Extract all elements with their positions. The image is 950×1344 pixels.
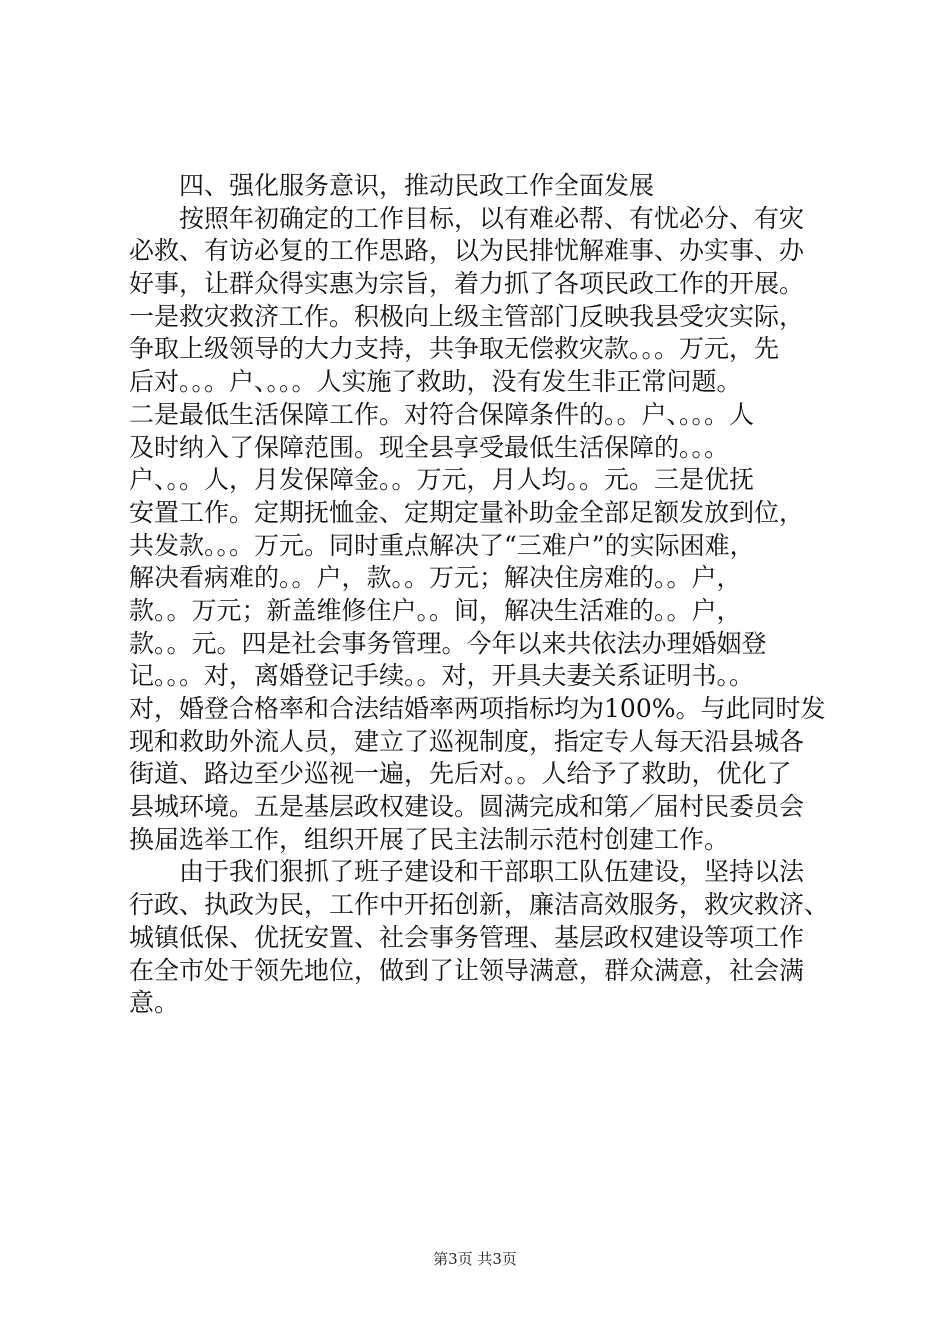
text-line: 好事，让群众得实惠为宗旨，着力抓了各项民政工作的开展。	[129, 269, 805, 299]
text-line: 意。	[129, 988, 180, 1018]
text-line: 现和救助外流人员，建立了巡视制度，指定专人每天沿县城各	[129, 726, 805, 756]
page-number-footer: 第3页 共3页	[433, 1250, 517, 1268]
text-line: 安置工作。定期抚恤金、定期定量补助金全部足额发放到位，	[129, 497, 805, 527]
text-line: 记。。。对，离婚登记手续。。对，开具夫妻关系证明书。。	[129, 661, 755, 691]
text-line: 争取上级领导的大力支持，共争取无偿救灾款。。。万元，先	[129, 334, 780, 364]
text-line: 按照年初确定的工作目标，以有难必帮、有忧必分、有灾	[129, 203, 805, 233]
text-line: 行政、执政为民，工作中开拓创新，廉洁高效服务，救灾救济、	[129, 890, 830, 920]
text-line: 一是救灾救济工作。积极向上级主管部门反映我县受灾实际，	[129, 301, 805, 331]
heading-section-four: 四、强化服务意识，推动民政工作全面发展	[129, 171, 655, 200]
text-line: 款。。元。四是社会事务管理。今年以来共依法办理婚姻登	[129, 628, 767, 658]
text-line: 共发款。。。万元。同时重点解决了“三难户”的实际困难，	[129, 530, 755, 560]
document-body	[129, 170, 829, 1020]
text-line: 户、。。人，月发保障金。。万元，月人均。。元。三是优抚	[129, 465, 755, 495]
text-line: 必救、有访必复的工作思路，以为民排忧解难事、办实事、办	[129, 236, 805, 266]
text-line: 换届选举工作，组织开展了民主法制示范村创建工作。	[129, 824, 730, 854]
text-line: 二是最低生活保障工作。对符合保障条件的。。户、。。。人	[129, 399, 755, 429]
text-line: 款。。万元；新盖维修住户。。间，解决生活难的。。户，	[129, 595, 742, 625]
text-line: 及时纳入了保障范围。现全县享受最低生活保障的。。。	[129, 432, 730, 462]
text-line: 后对。。。户、。。。人实施了救助，没有发生非正常问题。	[129, 367, 742, 397]
text-line: 街道、路边至少巡视一遍，先后对。。人给予了救助，优化了	[129, 759, 792, 789]
text-line: 由于我们狠抓了班子建设和干部职工队伍建设，坚持以法	[129, 857, 805, 887]
text-line: 在全市处于领先地位，做到了让领导满意，群众满意，社会满	[129, 955, 805, 985]
text-line: 解决看病难的。。户，款。。万元；解决住房难的。。户，	[129, 563, 742, 593]
text-line: 县城环境。五是基层政权建设。圆满完成和第／届村民委员会	[129, 792, 805, 822]
text-line: 对，婚登合格率和合法结婚率两项指标均为100%。与此同时发	[129, 694, 826, 723]
text-line: 城镇低保、优抚安置、社会事务管理、基层政权建设等项工作	[129, 922, 805, 952]
